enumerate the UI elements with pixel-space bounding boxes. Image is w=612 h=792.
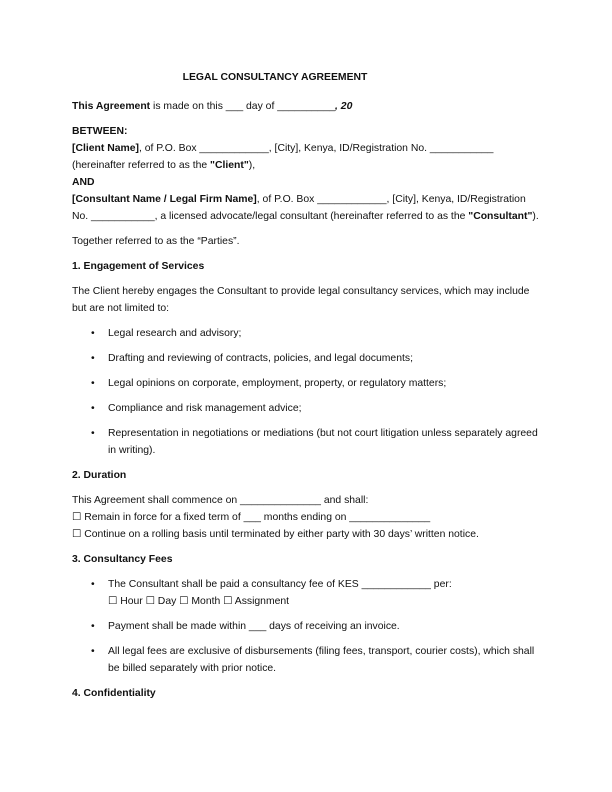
list-item: • Legal research and advisory; [72, 325, 542, 342]
rolling-basis-option: ☐ Continue on a rolling basis until terminated by either party with 30 days’ written notice. [72, 529, 479, 540]
parties-block: BETWEEN: [Client Name], of P.O. Box ____________, [City], Kenya, ID/Registration No. ___________ (hereinafter referred to as the "Client"), AND [Consultant Name / Legal Firm Name], of P.O. Box ____________, [City], Kenya, ID/Registration No. ___________, a licensed advocate/legal consultant (hereinafter referred to as the "Consultant"). [72, 126, 539, 222]
client-name: [Client Name] [72, 143, 139, 154]
list-item: • Payment shall be made within ___ days of receiving an invoice. [72, 618, 542, 635]
list-item: • All legal fees are exclusive of disbursements (filing fees, transport, courier costs), which shall be billed separately with prior notice. [72, 643, 542, 677]
list-item: • Legal opinions on corporate, employment, property, or regulatory matters; [72, 375, 542, 392]
consultant-name: [Consultant Name / Legal Firm Name] [72, 194, 257, 205]
list-item: • Representation in negotiations or mediations (but not court litigation unless separately agreed in writing). [72, 425, 542, 459]
engagement-intro: The Client hereby engages the Consultant to provide legal consultancy services, which may include but are not limited to: [72, 286, 530, 314]
section-heading-duration: 2. Duration [72, 470, 127, 481]
document-title: LEGAL CONSULTANCY AGREEMENT [182, 72, 368, 83]
list-item: • The Consultant shall be paid a consultancy fee of KES ____________ per: ☐ Hour ☐ Day ☐ Month ☐ Assignment [72, 576, 542, 610]
fixed-term-option: ☐ Remain in force for a fixed term of ___ months ending on ______________ [72, 512, 431, 523]
section-heading-engagement: 1. Engagement of Services [72, 261, 205, 272]
fee-period-options: ☐ Hour ☐ Day ☐ Month ☐ Assignment [108, 596, 290, 607]
list-item: • Compliance and risk management advice; [72, 400, 542, 417]
agreement-date-line: This Agreement is made on this ___ day of __________, 20 [72, 101, 353, 112]
duration-block: This Agreement shall commence on ______________ and shall: ☐ Remain in force for a fixed term of ___ months ending on ______________ ☐ Continue on a rolling basis until terminated by either party with 30 days’ written notice. [72, 495, 479, 540]
document-body [72, 69, 542, 710]
list-item: • Drafting and reviewing of contracts, policies, and legal documents; [72, 350, 542, 367]
section-heading-fees: 3. Consultancy Fees [72, 554, 173, 565]
parties-definition: Together referred to as the “Parties”. [72, 236, 240, 247]
section-heading-confidentiality: 4. Confidentiality [72, 688, 156, 699]
fees-list [72, 576, 542, 677]
services-list [72, 325, 542, 459]
